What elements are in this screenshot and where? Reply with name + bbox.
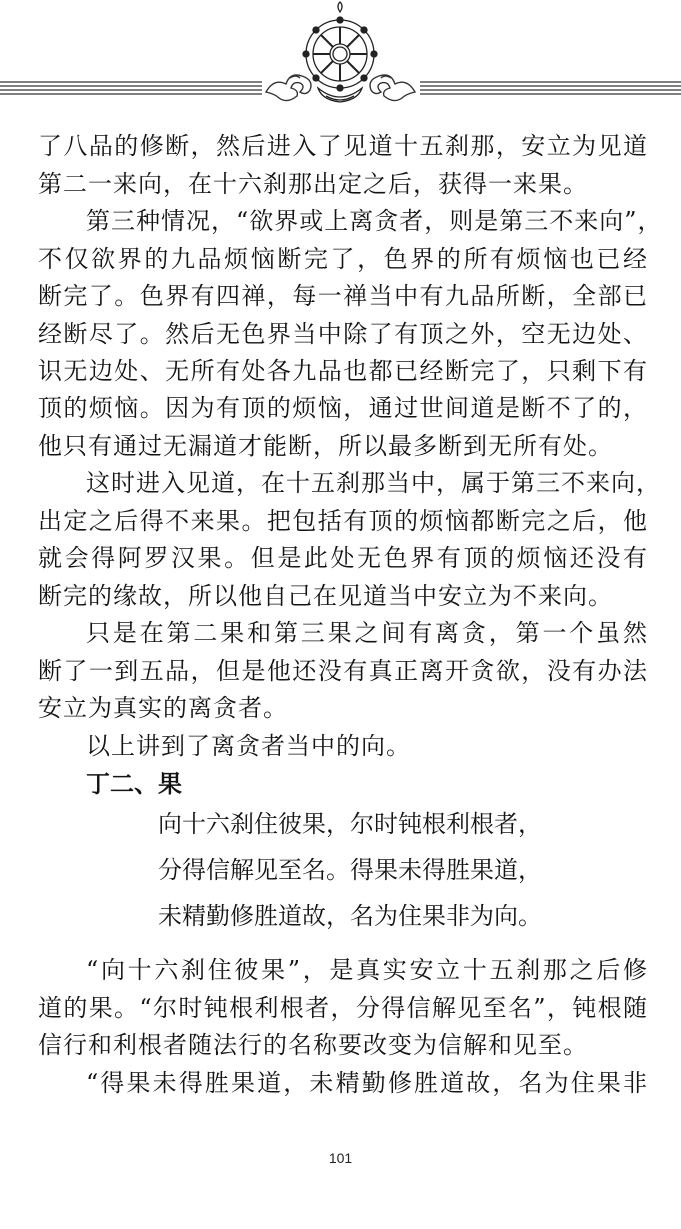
body-text-line: 断完了。色界有四禅，每一禅当中有九品所断，全部已 bbox=[38, 282, 648, 310]
body-text-line: 第三种情况，“欲界或上离贪者，则是第三不来向”， bbox=[86, 207, 663, 235]
verse-line: 分得信解见至名。得果未得胜果道， bbox=[158, 856, 542, 884]
body-text-line: 安立为真实的离贪者。 bbox=[38, 694, 288, 722]
header-ornament bbox=[0, 0, 681, 110]
body-text-line: 以上讲到了离贪者当中的向。 bbox=[86, 732, 411, 760]
body-text-line: 信行和利根者随法行的名称要改变为信解和见至。 bbox=[38, 1031, 588, 1059]
body-text-line: 断了一到五品，但是他还没有真正离开贪欲，没有办法 bbox=[38, 657, 648, 685]
body-text-line: 断完的缘故，所以他自己在见道当中安立为不来向。 bbox=[38, 582, 613, 610]
body-text-line: “得果未得胜果道，未精勤修胜道故，名为住果非 bbox=[86, 1069, 648, 1097]
body-text-line: 不仅欲界的九品烦恼断完了，色界的所有烦恼也已经 bbox=[38, 245, 648, 273]
body-text-line: 只是在第二果和第三果之间有离贪，第一个虽然 bbox=[86, 619, 648, 647]
page-header bbox=[0, 0, 681, 110]
body-text-line: 识无边处、无所有处各九品也都已经断完了，只剩下有 bbox=[38, 357, 648, 385]
body-text-line: 顶的烦恼。因为有顶的烦恼，通过世间道是断不了的， bbox=[38, 394, 648, 422]
section-heading: 丁二、果 bbox=[86, 770, 182, 798]
body-text-line: 第二一来向，在十六刹那出定之后，获得一来果。 bbox=[38, 170, 588, 198]
body-text-line: 出定之后得不来果。把包括有顶的烦恼都断完之后，他 bbox=[38, 507, 648, 535]
page-number: 101 bbox=[328, 1150, 353, 1166]
body-text-line: 道的果。“尔时钝根利根者，分得信解见至名”，钝根随 bbox=[38, 994, 648, 1022]
body-text-line: “向十六刹住彼果”，是真实安立十五刹那之后修 bbox=[86, 956, 648, 984]
body-text-line: 他只有通过无漏道才能断，所以最多断到无所有处。 bbox=[38, 432, 613, 460]
body-text-line: 了八品的修断，然后进入了见道十五刹那，安立为见道 bbox=[38, 132, 648, 160]
body-text-line: 这时进入见道，在十五刹那当中，属于第三不来向， bbox=[86, 469, 661, 497]
verse-line: 向十六刹住彼果，尔时钝根利根者， bbox=[158, 810, 542, 838]
body-text-line: 经断尽了。然后无色界当中除了有顶之外，空无边处、 bbox=[38, 320, 648, 348]
verse-line: 未精勤修胜道故，名为住果非为向。 bbox=[158, 902, 542, 930]
body-text-line: 就会得阿罗汉果。但是此处无色界有顶的烦恼还没有 bbox=[38, 544, 648, 572]
